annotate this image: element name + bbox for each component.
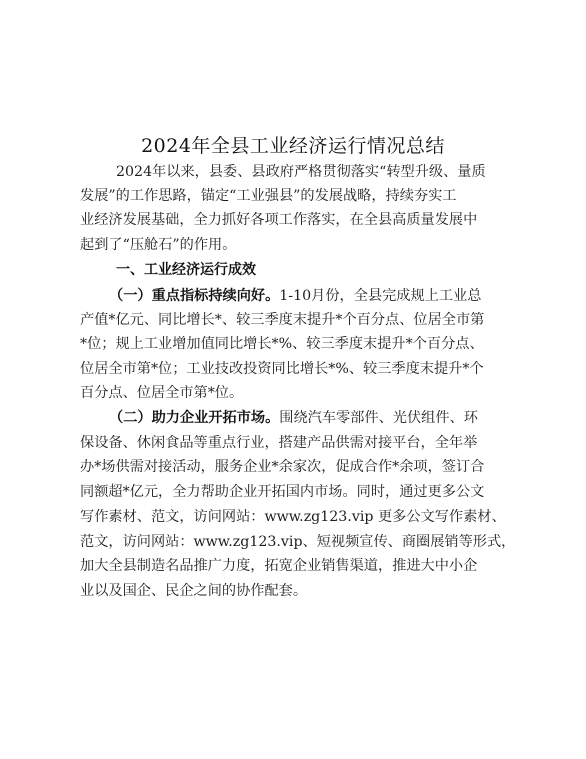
- document-title: 2024年全县工业经济运行情况总结: [141, 135, 445, 157]
- item-2-first-line: [0, 409, 586, 427]
- intro-line-2: 发展”的工作思路，锚定“工业强县”的发展战略，持续夯实工: [80, 188, 457, 204]
- intro-line-4: 起到了“压舱石”的作用。: [80, 237, 237, 253]
- item-2-line-4: 同额超*亿元，全力帮助企业开拓国内市场。同时，通过更多公文: [80, 484, 485, 500]
- item-2-lead: （二）助力企业开拓市场。: [109, 410, 280, 426]
- item-1-line-4: 位居全市第*位；工业技改投资同比增长*%、较三季度末提升*个: [80, 361, 484, 377]
- item-1-line-3: *位；规上工业增加值同比增长*%、较三季度末提升*个百分点、: [80, 336, 484, 352]
- item-2-line-5: 写作素材、范文，访问网站：www.zg123.vip 更多公文写作素材、: [80, 509, 506, 525]
- item-2-line-6: 范文，访问网站：www.zg123.vip、短视频宣传、商圈展销等形式，: [80, 534, 516, 550]
- item-2-line-2: 保设备、休闲食品等重点行业，搭建产品供需对接平台，全年举: [80, 435, 478, 451]
- item-1-line-2: 产值*亿元、同比增长*、较三季度末提升*个百分点、位居全市第: [80, 312, 485, 328]
- item-2-line-8: 业以及国企、民企之间的协作配套。: [80, 583, 308, 599]
- intro-line-1: 2024年以来，县委、县政府严格贯彻落实“转型升级、量质: [116, 164, 486, 180]
- item-2-line-7: 加大全县制造名品推广力度，拓宽企业销售渠道，推进大中小企: [80, 558, 478, 574]
- section-heading: 一、工业经济运行成效: [116, 262, 256, 278]
- item-1-lead: （一）重点指标持续向好。: [109, 288, 280, 304]
- item-1-first-line-rest: 1-10月份，全县完成规上工业总: [279, 288, 482, 304]
- item-1-line-5: 百分点、位居全市第*位。: [80, 385, 244, 401]
- item-2-first-line-rest: 围绕汽车零部件、光伏组件、环: [279, 410, 478, 426]
- item-2-line-3: 办*场供需对接活动，服务企业*余家次，促成合作*余项，签订合: [80, 459, 485, 475]
- item-1-first-line: [0, 287, 586, 305]
- intro-line-3: 业经济发展基础，全力抓好各项工作落实，在全县高质量发展中: [80, 212, 478, 228]
